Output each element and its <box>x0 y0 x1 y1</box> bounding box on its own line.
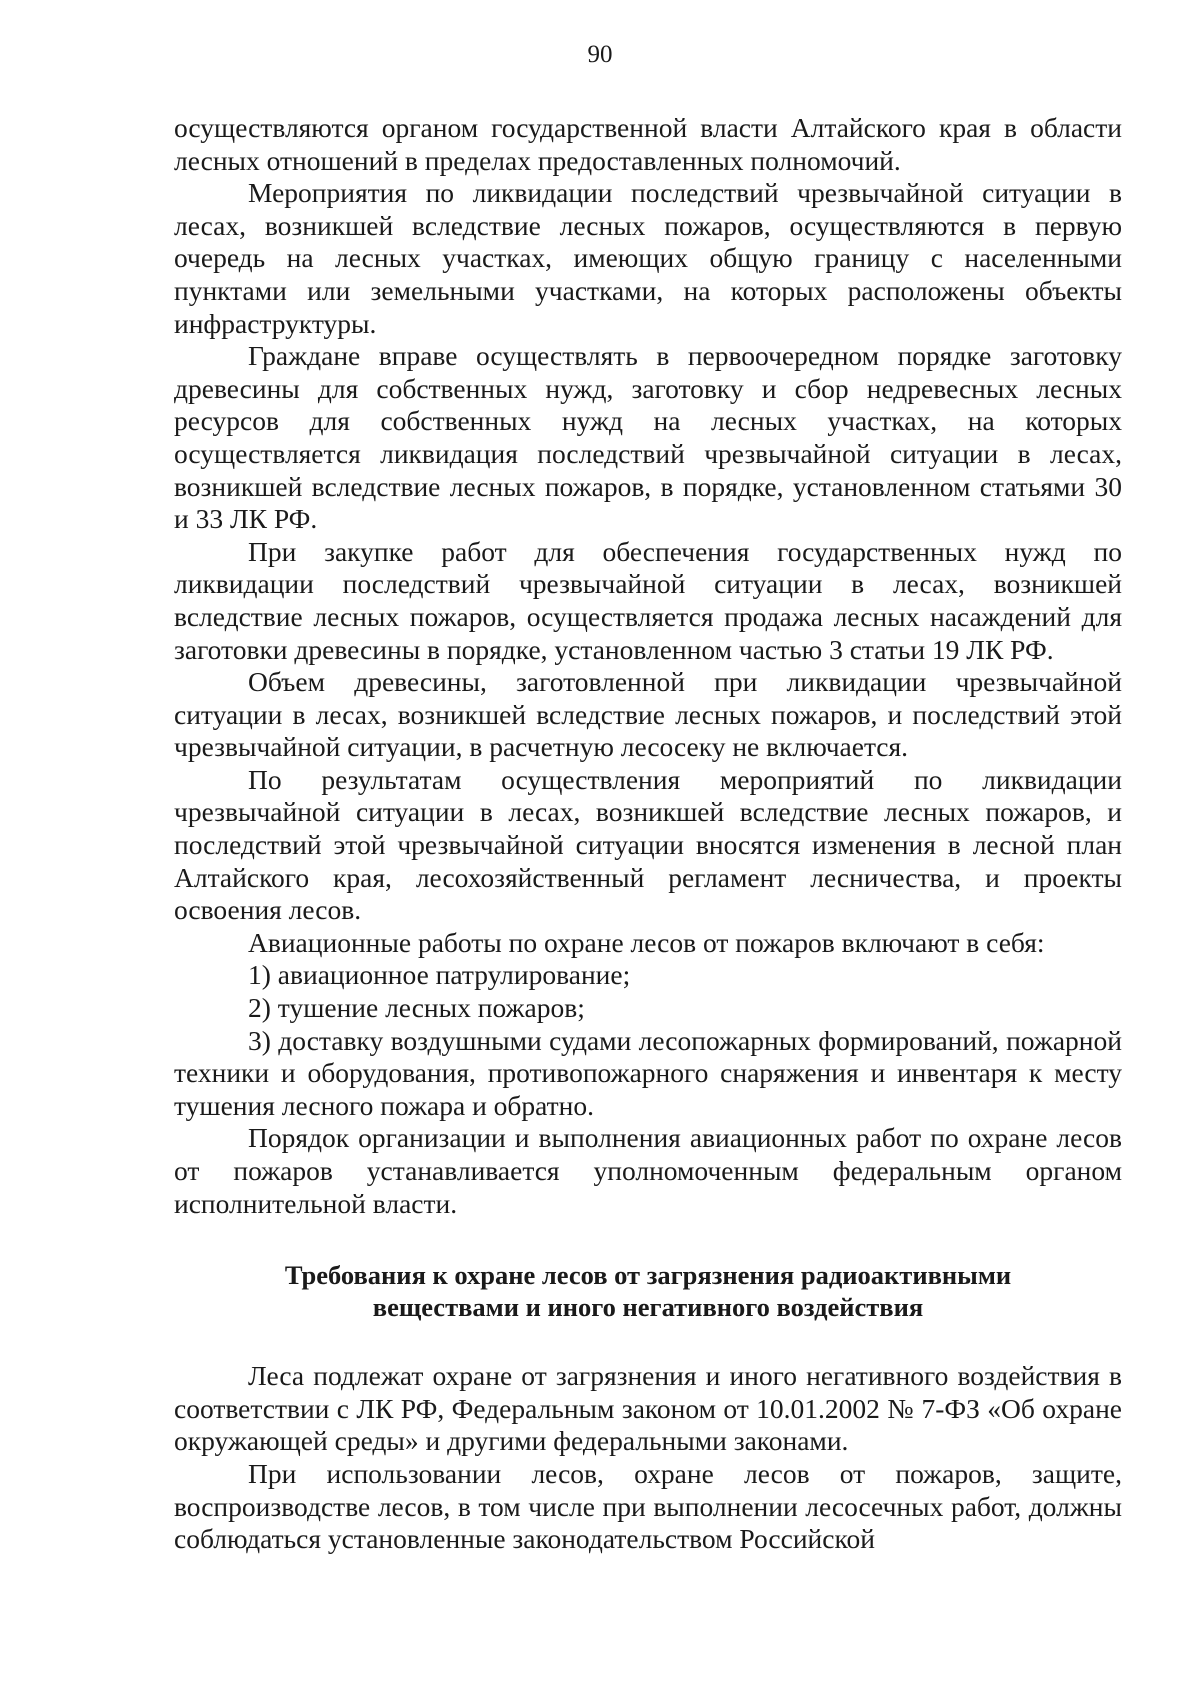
list-item: 3) доставку воздушными судами лесопожарных формирований, пожарной техники и оборудования, противопожарного снаряжения и инвентаря к месту тушения лесного пожара и обратно. <box>174 1024 1122 1121</box>
section-heading-line: Требования к охране лесов от загрязнения радиоактивными <box>284 1260 1012 1291</box>
paragraph-continued: осуществляются органом государственной власти Алтайского края в области лесных отношений в пределах предоставленных полномочий. <box>174 112 1122 176</box>
section-heading <box>174 1259 1122 1323</box>
paragraph: При использовании лесов, охране лесов от пожаров, защите, воспроизводстве лесов, в том числе при выполнении лесосечных работ, должны соблюдаться установленные законодательством Российской <box>174 1457 1122 1555</box>
paragraph: При закупке работ для обеспечения государственных нужд по ликвидации последствий чрезвычайной ситуации в лесах, возникшей вследствие лесных пожаров, осуществляется продажа лесных насаждений для заготовки древесины в порядке, установленном частью 3 статьи 19 ЛК РФ. <box>174 535 1122 665</box>
paragraph: Объем древесины, заготовленной при ликвидации чрезвычайной ситуации в лесах, возникшей вследствие лесных пожаров, и последствий этой чрезвычайной ситуации, в расчетную лесосеку не включается. <box>174 666 1122 763</box>
document-body <box>174 112 1122 1556</box>
paragraph: Порядок организации и выполнения авиационных работ по охране лесов от пожаров устанавливается уполномоченным федеральным органом исполнительной власти. <box>174 1122 1122 1219</box>
paragraph: Граждане вправе осуществлять в первоочередном порядке заготовку древесины для собственных нужд, заготовку и сбор недревесных лесных ресурсов для собственных нужд на лесных участках, на которых осуществляется ликвидация последствий чрезвычайной ситуации в лесах, возникшей вследствие лесных пожаров, в порядке, установленном статьями 30 и 33 ЛК РФ. <box>174 340 1122 535</box>
list-intro: Авиационные работы по охране лесов от пожаров включают в себя: <box>248 926 1045 958</box>
page-number: 90 <box>587 41 613 68</box>
paragraph: По результатам осуществления мероприятий по ликвидации чрезвычайной ситуации в лесах, возникшей вследствие лесных пожаров, и последствий этой чрезвычайной ситуации вносятся изменения в лесной план Алтайского края, лесохозяйственный регламент лесничества, и проекты освоения лесов. <box>174 763 1122 926</box>
section-heading-line: веществами и иного негативного воздействия <box>372 1292 924 1323</box>
list-item: 2) тушение лесных пожаров; <box>248 992 585 1024</box>
paragraph: Мероприятия по ликвидации последствий чрезвычайной ситуации в лесах, возникшей вследствие лесных пожаров, осуществляются в первую очередь на лесных участках, имеющих общую границу с населенными пунктами или земельными участками, на которых расположены объекты инфраструктуры. <box>174 177 1122 339</box>
list-item: 1) авиационное патрулирование; <box>248 959 631 991</box>
paragraph: Леса подлежат охране от загрязнения и иного негативного воздействия в соответствии с ЛК РФ, Федеральным законом от 10.01.2002 № 7-ФЗ «Об охране окружающей среды» и другими федеральными законами. <box>174 1360 1122 1457</box>
